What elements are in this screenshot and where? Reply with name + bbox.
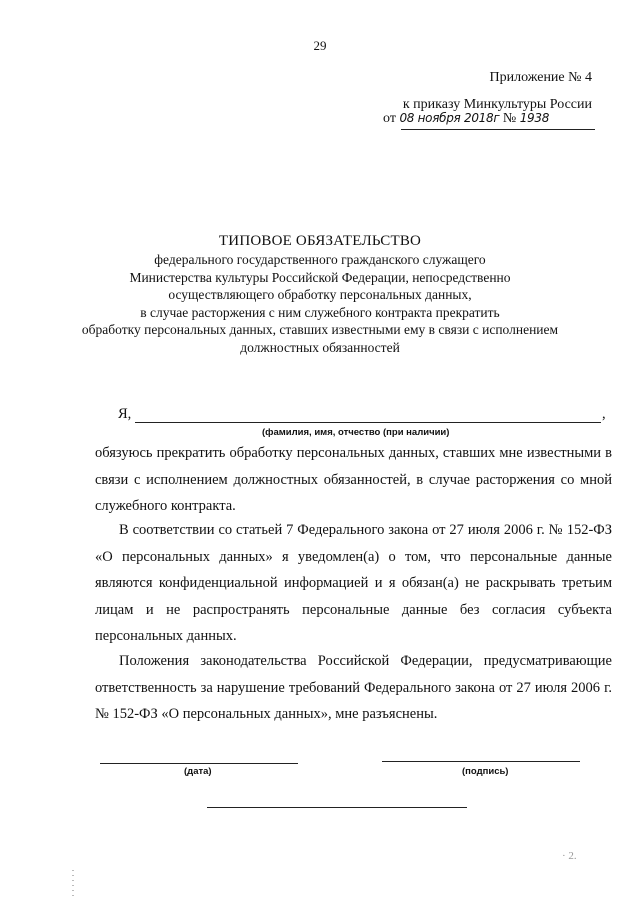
- paragraph-law-notice: В соответствии со статьей 7 Федерального закона от 27 июля 2006 г. № 152-ФЗ «О персональных данных» я уведомлен(а) о том, что персональные данные являются конфиденциальной информацией и я обязан(а) не раскрывать третьим лицам и не распространять персональные данные без согласия субъекта персональных данных.: [95, 522, 612, 644]
- heading-line: в случае расторжения с ним служебного контракта прекратить: [140, 304, 500, 320]
- order-number-handwritten: 1938: [519, 111, 550, 125]
- signature-field[interactable]: [382, 761, 580, 762]
- document-heading: [40, 231, 600, 356]
- signature-caption: (подпись): [462, 766, 509, 777]
- scan-mark: · 2.: [562, 850, 577, 862]
- heading-line: обработку персональных данных, ставших известными ему в связи с исполнением: [81, 322, 559, 337]
- heading-line: осуществляющего обработку персональных данных,: [168, 287, 472, 302]
- declarant-name-caption: (фамилия, имя, отчество (при наличии): [262, 427, 450, 438]
- declarant-suffix: ,: [602, 406, 606, 422]
- page-number: 29: [313, 38, 327, 53]
- appendix-order: к приказу Минкультуры России: [402, 97, 592, 112]
- order-date-handwritten: 08 ноября 2018г: [399, 111, 500, 125]
- document-title: ТИПОВОЕ ОБЯЗАТЕЛЬСТВО: [218, 233, 422, 249]
- date-field[interactable]: [100, 763, 298, 764]
- declarant-prefix: Я,: [118, 406, 132, 422]
- heading-line: Министерства культуры Российской Федерации, непосредственно: [129, 269, 511, 285]
- appendix-title: Приложение № 4: [489, 70, 592, 85]
- appendix-header: [352, 68, 592, 115]
- order-underline: [401, 129, 595, 130]
- date-caption: (дата): [184, 766, 212, 777]
- heading-line: федерального государственного гражданского служащего: [154, 252, 486, 267]
- paragraph-liability: Положения законодательства Российской Федерации, предусматривающие ответственность за нарушение требований Федерального закона от 27 июля 2006 г. № 152-ФЗ «О персональных данных», мне разъяснены.: [95, 653, 612, 722]
- declarant-name-field[interactable]: [135, 422, 601, 423]
- bottom-signature-line[interactable]: [207, 807, 467, 808]
- order-date-prefix: от: [383, 111, 396, 126]
- heading-line: должностных обязанностей: [240, 339, 400, 355]
- order-number-sign: №: [502, 111, 517, 126]
- scan-dots-divider: [72, 870, 74, 898]
- paragraph-obligation: обязуюсь прекратить обработку персональных данных, ставших мне известными в связи с исполнением должностных обязанностей, в случае расторжения со мной служебного контракта.: [95, 445, 612, 514]
- order-date-number: [383, 111, 595, 127]
